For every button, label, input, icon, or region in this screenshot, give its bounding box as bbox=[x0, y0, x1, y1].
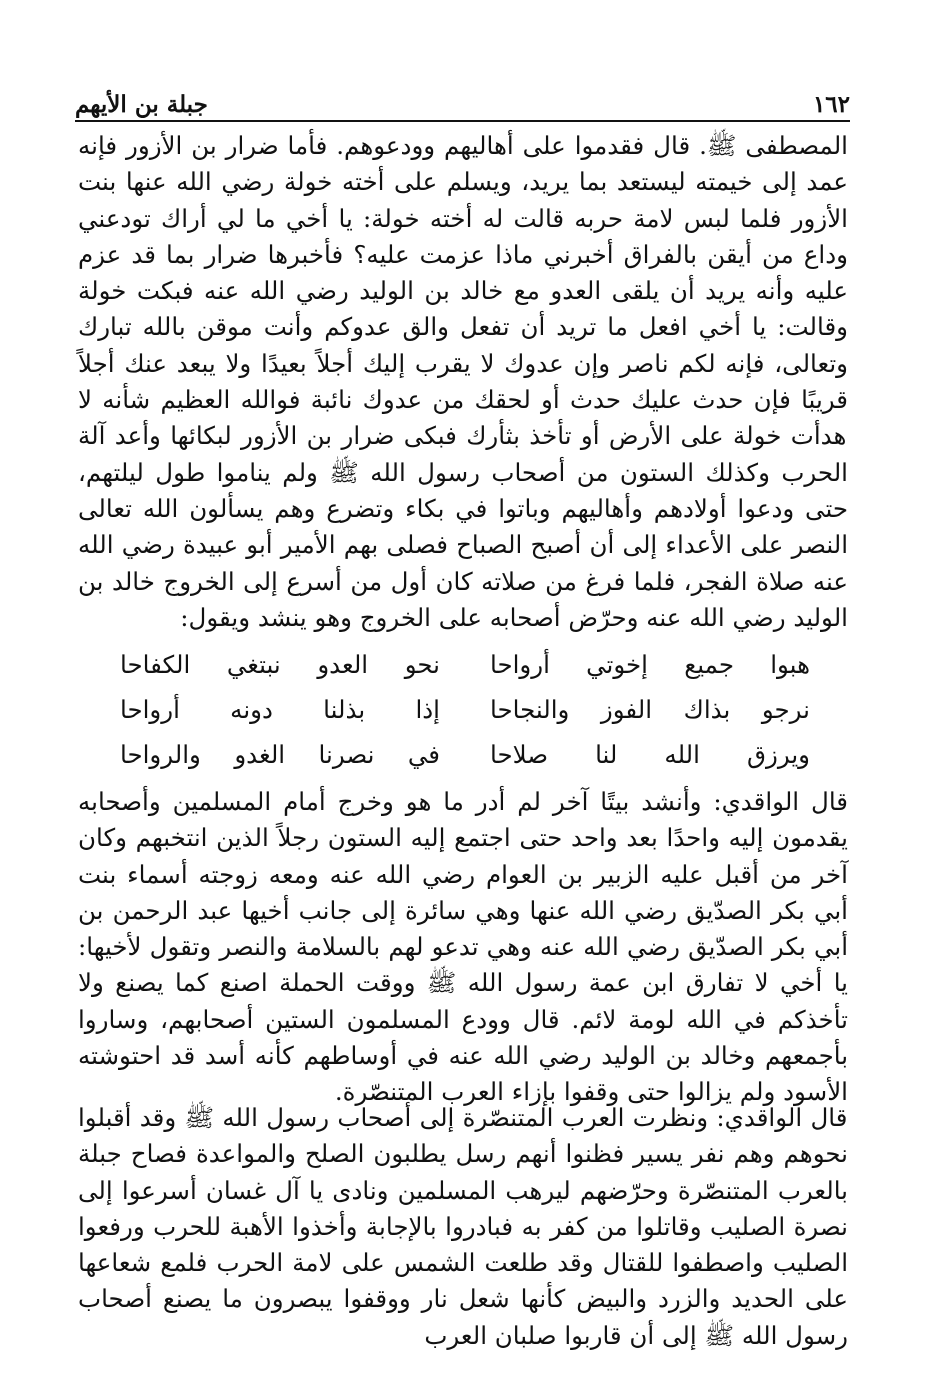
verse-second-hemistich: في نصرنا الغدو والرواحا bbox=[120, 740, 440, 769]
verse-second-hemistich: نحو العدو نبتغي الكفاحا bbox=[120, 650, 440, 679]
verse-first-hemistich: نرجو بذاك الفوز والنجاحا bbox=[490, 695, 810, 724]
header-rule bbox=[75, 120, 850, 122]
text-line: تدعو لهم بالسلامة والنصر وتقول لأخيها: يا أخي لا تفارق ابن عمة رسول الله ﷺ bbox=[78, 932, 848, 998]
text-line: صلاته كان أول من أسرع إلى الخروج خالد بن الوليد رضي الله عنه وحرّض أصحابه على bbox=[78, 566, 848, 632]
text-line: ووقت الحملة اصنع كما يصنع ولا تأخذكم في الله لومة لائم. قال وودع المسلمون bbox=[78, 968, 848, 1034]
verse-first-hemistich: هبوا جميع إخوتي أرواحا bbox=[490, 650, 810, 679]
text-line: عنها وهي سائرة إلى جانب أخيها عبد الرحمن بن أبي بكر الصدّيق رضي الله عنه وهي bbox=[78, 895, 848, 962]
text-line: قال الواقدي: ونظرت العرب المتنصّرة إلى أصحاب رسول الله ﷺ وقد أقبلوا bbox=[78, 1103, 848, 1132]
verse-second-hemistich: إذا بذلنا دونه أرواحا bbox=[120, 695, 440, 724]
page-header bbox=[75, 82, 850, 118]
text-line: الستين أصحابهم، وساروا بأجمعهم وخالد بن الوليد رضي الله عنه في أوساطهم كأنه bbox=[78, 1004, 849, 1071]
text-line: عزمت عليه؟ فأخبرها ضرار بما قد عزم عليه وأنه يريد أن يلقى العدو مع خالد بن bbox=[78, 239, 848, 306]
text-line: شعل نار ووقفوا يبصرون ما يصنع أصحاب رسول الله ﷺ إلى أن قاربوا صلبان العرب bbox=[78, 1284, 848, 1350]
text-line: وقاتلوا من كفر به فبادروا بالإجابة وأخذوا الأهبة للحرب ورفعوا الصليب واصطفوا للقتال bbox=[78, 1211, 848, 1278]
running-title: جبلة بن الأيهم bbox=[75, 91, 208, 118]
text-line: الوليد رضي الله عنه فبكت خولة وقالت: يا أخي افعل ما تريد أن تفعل والق عدوكم bbox=[78, 276, 849, 342]
text-line: حربه قالت له أخته خولة: يا أخي ما لي أراك تودعني وداع من أيقن بالفراق أخبرني ماذا bbox=[78, 203, 848, 269]
poem-verse bbox=[120, 687, 810, 732]
text-line: الحرب وكذلك الستون من أصحاب رسول الله ﷺ ولم يناموا طول ليلتهم، حتى ودعوا bbox=[78, 457, 849, 523]
paragraph-1 bbox=[78, 128, 848, 636]
text-line: عليه الزبير بن العوام رضي الله عنه ومعه زوجته أسماء بنت أبي بكر الصدّيق رضي الله bbox=[78, 859, 848, 925]
text-line: خيمته ليستعد بما يريد، ويسلم على أخته خولة رضي الله عنها بنت الأزور فلما لبس لامة bbox=[78, 167, 848, 233]
text-line: أولادهم وأهاليهم وباتوا في بكاء وتضرع وهم يسألون الله تعالى النصر على الأعداء إلى bbox=[78, 493, 848, 560]
text-line: إليه واحدًا بعد واحد حتى اجتمع إليه الستون رجلاً الذين انتخبهم وكان آخر من أقبل bbox=[78, 823, 848, 889]
text-line: أن أصبح الصباح فصلى بهم الأمير أبو عبيدة رضي الله عنه صلاة الفجر، فلما فرغ من bbox=[78, 530, 848, 596]
verse-first-hemistich: ويرزق الله لنا صلاحا bbox=[490, 740, 810, 769]
poem bbox=[120, 642, 810, 777]
poem-verse bbox=[120, 642, 810, 687]
text-line: يبعد عنك أجلاً قريبًا فإن حدث عليك حدث أو لحقك من عدوك نائبة فوالله العظيم شأنه bbox=[78, 348, 848, 415]
text-line: المصطفى ﷺ. قال فقدموا على أهاليهم وودعوهم. فأما ضرار بن الأزور فإنه عمد إلى bbox=[78, 131, 848, 197]
text-line: وقد طلعت الشمس على لامة الحرب فلمع شعاعها على الحديد والزرد والبيض كأنها bbox=[78, 1248, 849, 1314]
text-line: وأنت موقن بالله تبارك وتعالى، فإنه لكم ناصر وإن عدوك لا يقرب إليك أجلاً بعيدًا ولا bbox=[78, 312, 848, 378]
paragraph-2 bbox=[78, 784, 848, 1111]
text-line: قال الواقدي: وأنشد بيتًا آخر لم أدر ما هو وخرج أمام المسلمين وأصحابه يقدمون bbox=[78, 787, 848, 853]
text-line: أسد قد احتوشته الأسود ولم يزالوا حتى وقفوا بإزاء العرب المتنصّرة. bbox=[78, 1041, 848, 1107]
paragraph-3 bbox=[78, 1100, 848, 1354]
poem-verse bbox=[120, 732, 810, 777]
text-line: لا هدأت خولة على الأرض أو تأخذ بثأرك فبكى ضرار بن الأزور لبكائها وأعد آلة bbox=[78, 385, 847, 451]
text-line: المتنصّرة وحرّضهم ليرهب المسلمين ونادى يا آل غسان أسرعوا إلى نصرة الصليب bbox=[78, 1175, 848, 1241]
text-line: نحوهم وهم نفر يسير فظنوا أنهم رسل يطلبون الصلح والمواعدة فصاح جبلة بالعرب bbox=[78, 1139, 848, 1205]
page-number: ١٦٢ bbox=[812, 91, 850, 118]
text-line: الخروج وهو ينشد ويقول: bbox=[180, 602, 431, 632]
